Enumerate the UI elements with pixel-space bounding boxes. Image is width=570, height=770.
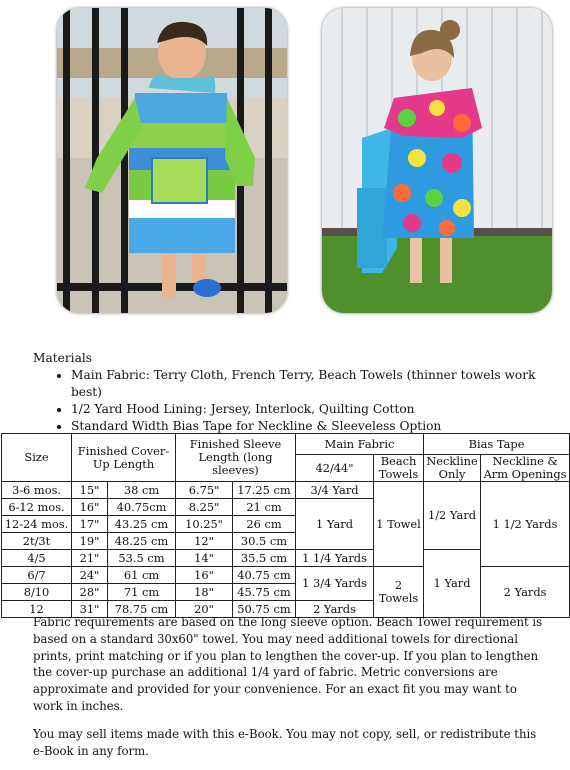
cell-cover-in: 21"	[72, 550, 108, 567]
cell-size: 8/10	[2, 584, 72, 601]
materials-heading: Materials	[33, 351, 92, 365]
license-note: You may sell items made with this e-Book. You may not copy, sell, or redistribute this e-Book in any form.	[33, 726, 537, 758]
cell-sleeve-in: 6.75"	[176, 482, 233, 499]
cell-sleeve-in: 8.25"	[176, 499, 233, 516]
cell-cover-in: 15"	[72, 482, 108, 499]
table-row	[2, 567, 570, 584]
cell-cover-in: 16"	[72, 499, 108, 516]
cell-cover-cm: 38 cm	[108, 482, 176, 499]
cell-size: 3-6 mos.	[2, 482, 72, 499]
photo-girl-polkadot-coverup	[322, 8, 552, 313]
cell-size: 12-24 mos.	[2, 516, 72, 533]
cell-neckline-arm: 2 Yards	[481, 567, 570, 618]
cell-cover-cm: 53.5 cm	[108, 550, 176, 567]
list-item: • Standard Width Bias Tape for Neckline & Sleeveless Option	[71, 418, 553, 435]
cell-cover-in: 19"	[72, 533, 108, 550]
cell-cover-in: 17"	[72, 516, 108, 533]
cell-main-42: 1 3/4 Yards	[296, 567, 374, 601]
cell-cover-cm: 40.75cm	[108, 499, 176, 516]
cell-neckline-only: 1 Yard	[424, 550, 481, 618]
cell-sleeve-in: 16"	[176, 567, 233, 584]
cell-sleeve-cm: 26 cm	[233, 516, 296, 533]
header-main-fabric: Main Fabric	[296, 434, 424, 455]
cell-neckline-only: 1/2 Yard	[424, 482, 481, 550]
header-neckline-only: Neckline Only	[424, 455, 481, 482]
cell-size: 6-12 mos.	[2, 499, 72, 516]
header-neckline-arm: Neckline & Arm Openings	[481, 455, 570, 482]
cell-cover-cm: 61 cm	[108, 567, 176, 584]
header-beach-towels: Beach Towels	[374, 455, 424, 482]
cell-neckline-arm: 1 1/2 Yards	[481, 482, 570, 567]
cell-beach-towels: 1 Towel	[374, 482, 424, 567]
header-42-44: 42/44"	[296, 455, 374, 482]
cell-sleeve-cm: 40.75 cm	[233, 567, 296, 584]
cell-sleeve-in: 10.25"	[176, 516, 233, 533]
materials-section	[33, 350, 553, 435]
header-cover-up-length: Finished Cover-Up Length	[72, 434, 176, 482]
cell-sleeve-cm: 35.5 cm	[233, 550, 296, 567]
cell-sleeve-cm: 21 cm	[233, 499, 296, 516]
list-item: • 1/2 Yard Hood Lining: Jersey, Interlock, Quilting Cotton	[71, 401, 553, 418]
cell-sleeve-in: 18"	[176, 584, 233, 601]
cell-sleeve-cm: 30.5 cm	[233, 533, 296, 550]
fabric-requirements-note: Fabric requirements are based on the long sleeve option. Beach Towel requirement is based on a standard 30x60" towel. You may need additional towels for directional prints, print matching or if you plan to lengthen the cover-up. If you plan to lengthen the cover-up purchase an additional 1/4 yard of fabric. Metric conversions are approximate and provided for your convenience. For an exact fit you may want to work in inches.	[33, 615, 543, 713]
cell-cover-in: 31"	[72, 601, 108, 618]
cell-cover-cm: 71 cm	[108, 584, 176, 601]
cell-cover-cm: 43.25 cm	[108, 516, 176, 533]
materials-list	[33, 367, 553, 435]
cell-main-42: 1 Yard	[296, 499, 374, 550]
list-item: • Main Fabric: Terry Cloth, French Terry, Beach Towels (thinner towels work best)	[71, 367, 553, 401]
cell-cover-in: 24"	[72, 567, 108, 584]
notes-section	[33, 614, 548, 770]
cell-sleeve-cm: 45.75 cm	[233, 584, 296, 601]
cell-size: 2t/3t	[2, 533, 72, 550]
cell-main-42: 3/4 Yard	[296, 482, 374, 499]
cell-cover-cm: 78.75 cm	[108, 601, 176, 618]
header-size: Size	[2, 434, 72, 482]
table-row	[2, 482, 570, 499]
cell-sleeve-in: 20"	[176, 601, 233, 618]
cell-main-42: 1 1/4 Yards	[296, 550, 374, 567]
cell-sleeve-in: 14"	[176, 550, 233, 567]
cell-sleeve-in: 12"	[176, 533, 233, 550]
cell-main-42: 2 Yards	[296, 601, 374, 618]
cell-cover-cm: 48.25 cm	[108, 533, 176, 550]
header-sleeve-length: Finished Sleeve Length (long sleeves)	[176, 434, 296, 482]
cell-sleeve-cm: 17.25 cm	[233, 482, 296, 499]
cell-size: 12	[2, 601, 72, 618]
cell-size: 6/7	[2, 567, 72, 584]
photo-boy-striped-coverup	[57, 8, 287, 313]
size-chart-table	[1, 433, 570, 618]
header-bias-tape: Bias Tape	[424, 434, 570, 455]
cell-sleeve-cm: 50.75 cm	[233, 601, 296, 618]
cell-size: 4/5	[2, 550, 72, 567]
cell-cover-in: 28"	[72, 584, 108, 601]
cell-beach-towels: 2 Towels	[374, 567, 424, 618]
